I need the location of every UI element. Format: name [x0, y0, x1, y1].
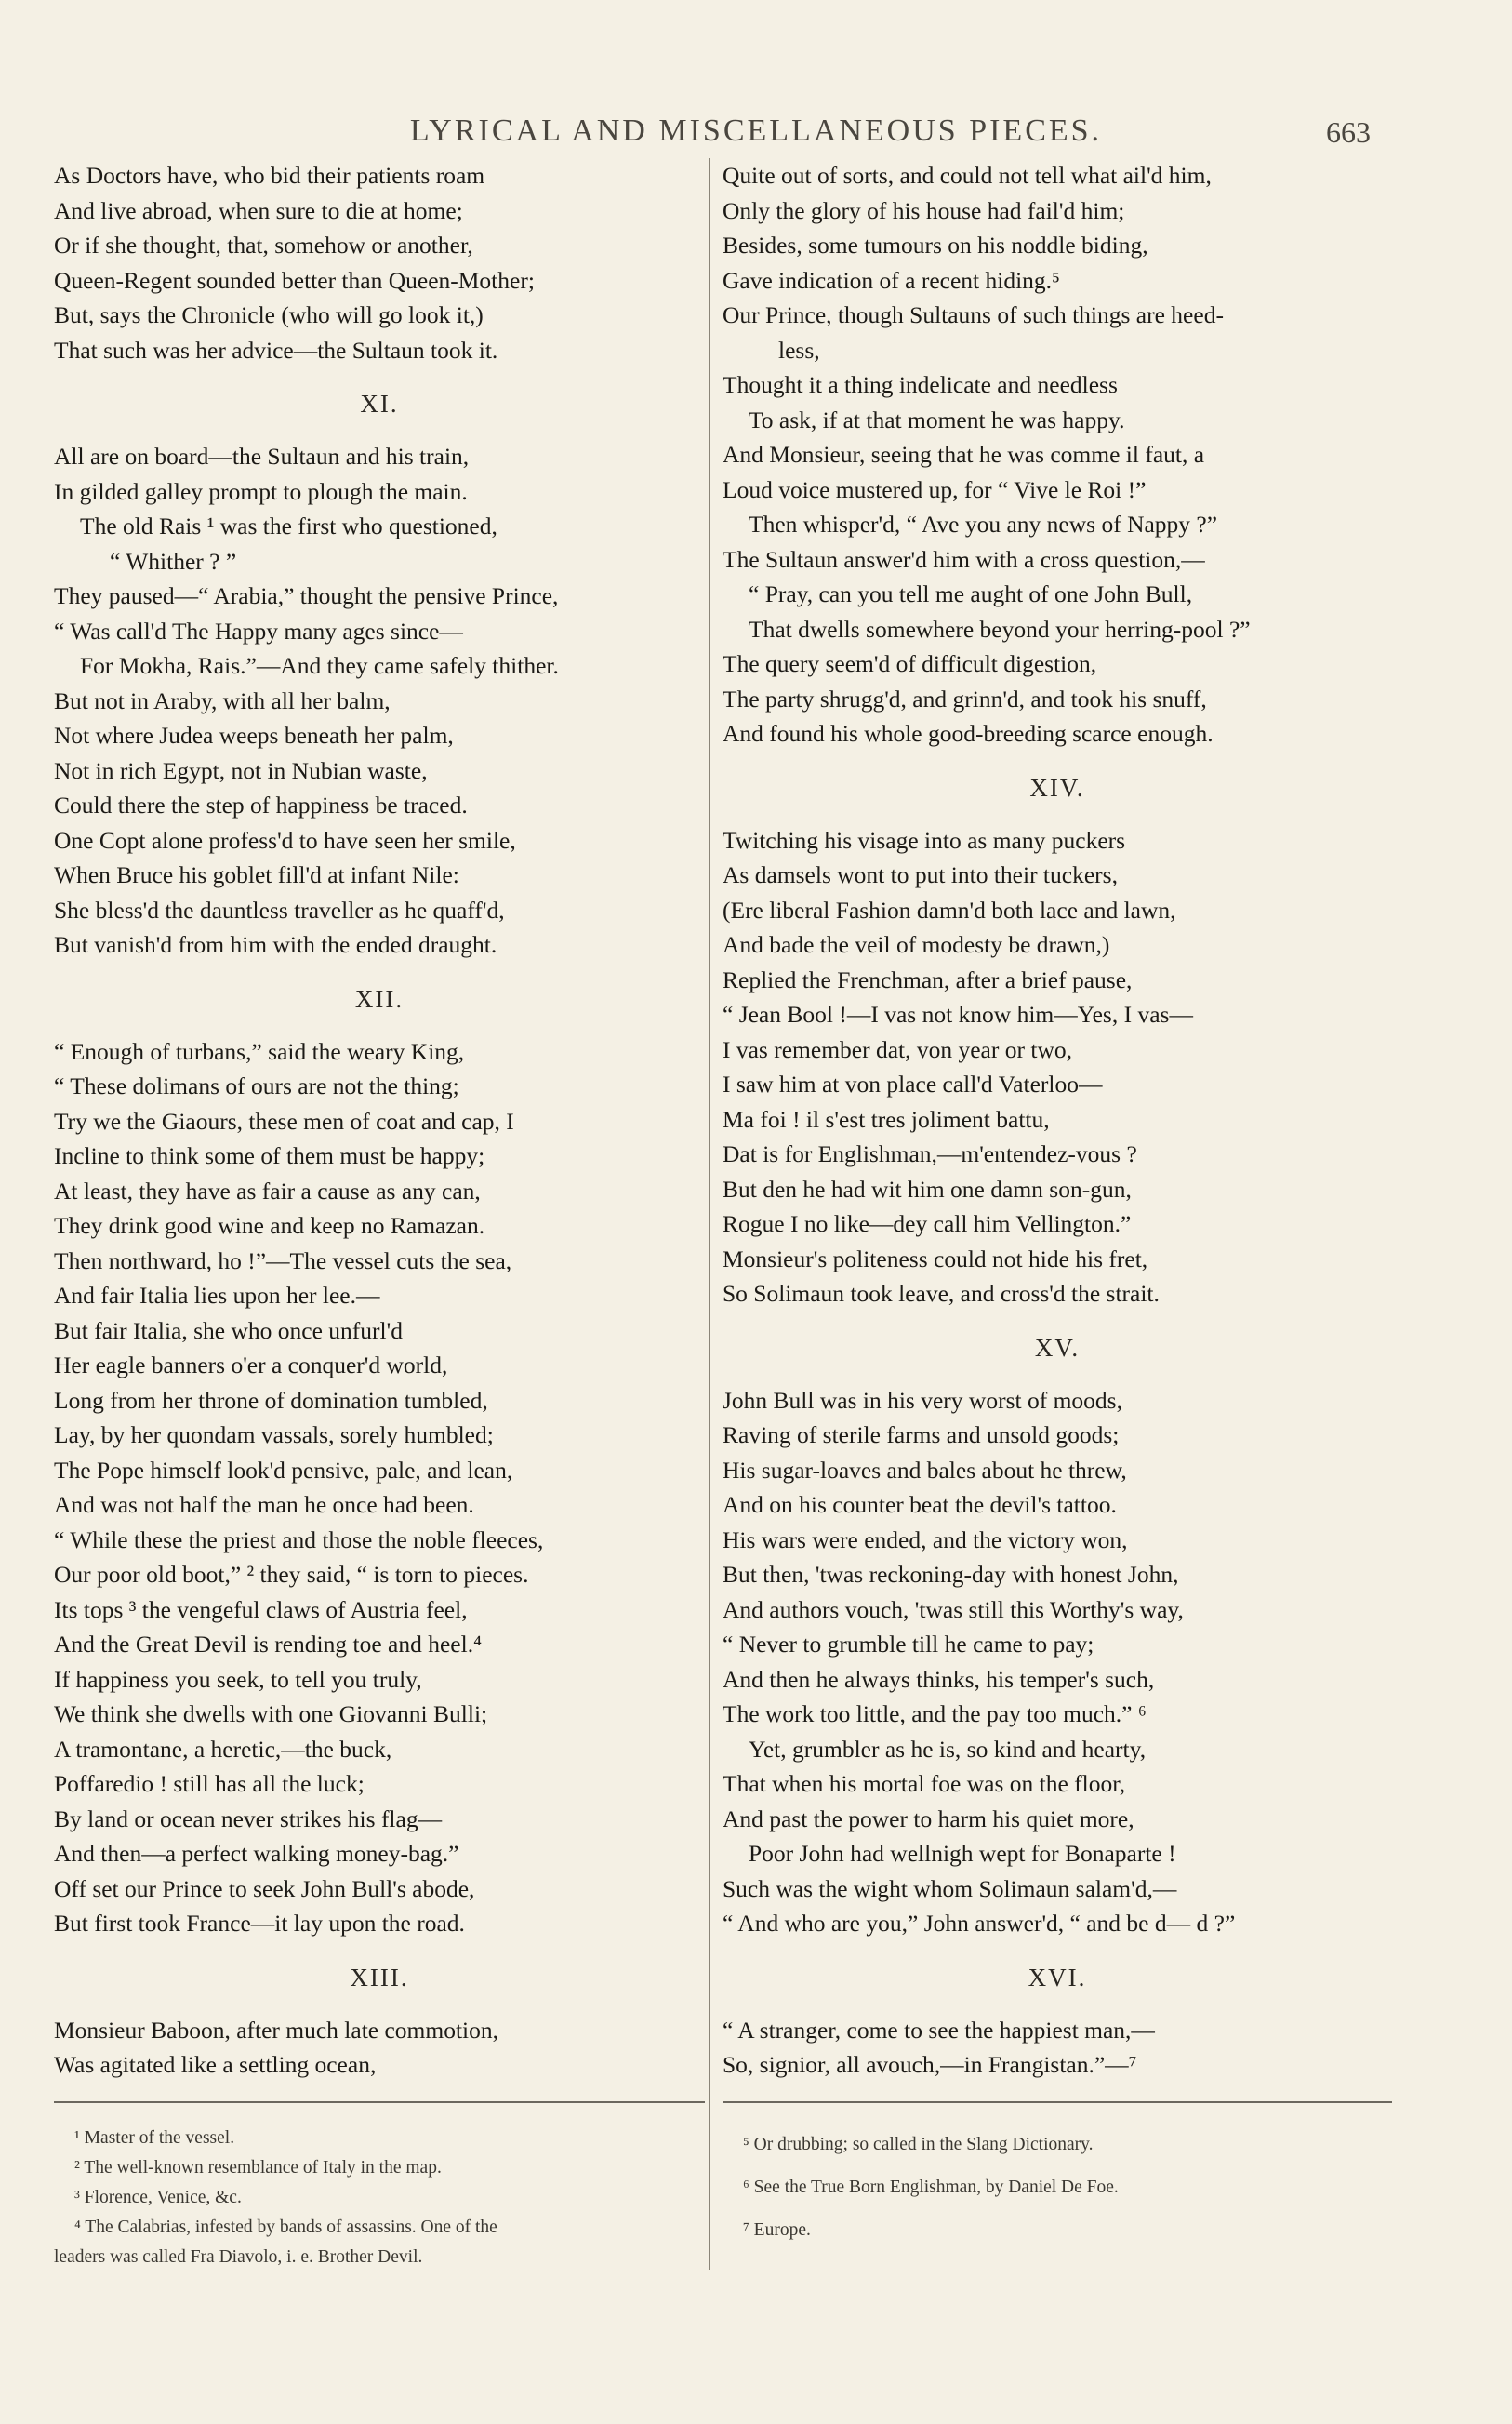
verse-line: By land or ocean never strikes his flag— — [54, 1805, 443, 1832]
verse-line: “ Whither ? ” — [110, 547, 237, 575]
verse-line: All are on board—the Sultaun and his train, — [54, 443, 470, 470]
verse-line: Long from her throne of domination tumbled, — [54, 1386, 488, 1414]
verse-line: But first took France—it lay upon the road. — [54, 1910, 465, 1937]
footnote: ⁴ The Calabrias, infested by bands of assassins. One of the — [74, 2217, 497, 2237]
verse-line: Queen-Regent sounded better than Queen-Mother; — [54, 266, 535, 294]
verse-line: But, says the Chronicle (who will go look it,) — [54, 301, 484, 328]
verse-line: “ While these the priest and those the noble fleeces, — [54, 1525, 544, 1553]
verse-line: And found his whole good-breeding scarce enough. — [723, 720, 1214, 747]
verse-line: Our poor old boot,” ² they said, “ is torn to pieces. — [54, 1561, 529, 1588]
verse-line: Not in rich Egypt, not in Nubian waste, — [54, 756, 428, 784]
verse-line: And fair Italia lies upon her lee.— — [54, 1282, 380, 1309]
verse-line: Such was the wight whom Solimaun salam'd,— — [723, 1874, 1177, 1902]
verse-line: That dwells somewhere beyond your herring-pool ?” — [749, 615, 1251, 643]
verse-line: Gave indication of a recent hiding.⁵ — [723, 266, 1060, 294]
verse-line: And then he always thinks, his temper's such, — [723, 1665, 1155, 1693]
verse-line: His sugar-loaves and bales about he threw, — [723, 1456, 1127, 1484]
verse-line: As damsels wont to put into their tuckers, — [723, 861, 1118, 888]
stanza-number: XV. — [1034, 1333, 1081, 1362]
verse-line: So Solimaun took leave, and cross'd the strait. — [723, 1280, 1160, 1307]
verse-line: Yet, grumbler as he is, so kind and hearty, — [749, 1735, 1147, 1763]
footnote: ¹ Master of the vessel. — [74, 2127, 235, 2148]
verse-line: (Ere liberal Fashion damn'd both lace and lawn, — [723, 896, 1176, 924]
left-column — [54, 158, 705, 2272]
verse-line: Monsieur Baboon, after much late commotion, — [54, 2016, 499, 2044]
footnote: ⁷ Europe. — [743, 2219, 811, 2240]
verse-line: Could there the step of happiness be traced. — [54, 792, 468, 819]
stanza-xiv — [723, 823, 1392, 1312]
verse-line: Ma foi ! il s'est tres joliment battu, — [723, 1105, 1050, 1133]
verse-line: Only the glory of his house had fail'd him; — [723, 196, 1125, 224]
verse-line: “ Never to grumble till he came to pay; — [723, 1631, 1094, 1658]
verse-line: And bade the veil of modesty be drawn,) — [723, 931, 1110, 958]
footnote-rule — [723, 2101, 1392, 2103]
verse-line: Replied the Frenchman, after a brief pause, — [723, 966, 1133, 993]
verse-line: I vas remember dat, von year or two, — [723, 1035, 1072, 1063]
verse-line: They paused—“ Arabia,” thought the pensive Prince, — [54, 582, 559, 609]
footnotes — [723, 2124, 1392, 2252]
verse-line: “ A stranger, come to see the happiest man,— — [723, 2016, 1155, 2044]
verse-line: But then, 'twas reckoning-day with honest John, — [723, 1561, 1179, 1588]
verse-line: The Sultaun answer'd him with a cross question,— — [723, 545, 1205, 573]
verse-line: Incline to think some of them must be happy; — [54, 1142, 485, 1169]
verse-line: less, — [778, 336, 820, 364]
verse-line: When Bruce his goblet fill'd at infant Nile: — [54, 861, 459, 888]
verse-line: And live abroad, when sure to die at home; — [54, 196, 463, 224]
verse-line: But vanish'd from him with the ended draught. — [54, 931, 497, 958]
verse-line: “ Jean Bool !—I vas not know him—Yes, I vas— — [723, 1001, 1193, 1028]
verse-line: The old Rais ¹ was the first who questioned, — [80, 513, 497, 539]
verse-line: Or if she thought, that, somehow or another, — [54, 232, 473, 259]
verse-line: Was agitated like a settling ocean, — [54, 2051, 377, 2078]
verse-line: And past the power to harm his quiet more, — [723, 1805, 1134, 1832]
verse-line: “ And who are you,” John answer'd, “ and be d— d ?” — [723, 1910, 1236, 1937]
verse-line: I saw him at von place call'd Vaterloo— — [723, 1071, 1103, 1098]
stanza-number: XVI. — [1028, 1963, 1087, 1991]
verse-line: We think she dwells with one Giovanni Bulli; — [54, 1700, 488, 1727]
footnote: leaders was called Fra Diavolo, i. e. Brother Devil. — [54, 2246, 423, 2267]
page-number: 663 — [1326, 115, 1371, 149]
footnote-rule — [54, 2101, 705, 2103]
verse-line: For Mokha, Rais.”—And they came safely thither. — [80, 652, 559, 679]
footnote: ² The well-known resemblance of Italy in the map. — [74, 2157, 442, 2178]
verse-line: As Doctors have, who bid their patients roam — [54, 162, 485, 189]
verse-line: “ Enough of turbans,” said the weary King, — [54, 1037, 465, 1065]
running-title: LYRICAL AND MISCELLANEOUS PIECES. — [409, 113, 1103, 148]
verse-line: And authors vouch, 'twas still this Worthy's way, — [723, 1595, 1184, 1623]
verse-line: And on his counter beat the devil's tattoo. — [723, 1491, 1117, 1518]
verse-line: Not where Judea weeps beneath her palm, — [54, 722, 454, 749]
stanza-continuation — [54, 158, 705, 367]
footnotes — [54, 2124, 705, 2272]
stanza-continuation — [723, 158, 1392, 752]
verse-line: And the Great Devil is rending toe and heel.⁴ — [54, 1631, 482, 1658]
verse-line: Then northward, ho !”—The vessel cuts the sea, — [54, 1246, 512, 1274]
verse-line: Poor John had wellnigh wept for Bonaparte ! — [749, 1840, 1176, 1867]
right-column — [723, 158, 1392, 2252]
stanza-xv — [723, 1383, 1392, 1941]
verse-line: But den he had wit him one damn son-gun, — [723, 1175, 1132, 1203]
verse-line: John Bull was in his very worst of moods, — [723, 1386, 1122, 1414]
verse-line: In gilded galley prompt to plough the main. — [54, 477, 468, 505]
verse-line: Poffaredio ! still has all the luck; — [54, 1770, 365, 1797]
verse-line: But fair Italia, she who once unfurl'd — [54, 1316, 403, 1344]
verse-line: Monsieur's politeness could not hide his fret, — [723, 1245, 1148, 1272]
footnote: ⁵ Or drubbing; so called in the Slang Dictionary. — [743, 2134, 1094, 2154]
verse-line: And Monsieur, seeing that he was comme il faut, a — [723, 441, 1205, 468]
verse-line: And was not half the man he once had been. — [54, 1491, 474, 1518]
verse-line: Besides, some tumours on his noddle biding, — [723, 232, 1148, 259]
verse-line: “ These dolimans of ours are not the thing; — [54, 1072, 459, 1099]
footnote: ³ Florence, Venice, &c. — [74, 2187, 242, 2207]
verse-line: Raving of sterile farms and unsold goods; — [723, 1421, 1120, 1448]
verse-line: To ask, if at that moment he was happy. — [749, 406, 1125, 433]
verse-line: If happiness you seek, to tell you truly, — [54, 1665, 422, 1693]
stanza-xi — [54, 439, 705, 963]
verse-line: Twitching his visage into as many puckers — [723, 826, 1126, 854]
verse-line: “ Pray, can you tell me aught of one John Bull, — [749, 580, 1193, 607]
verse-line: Rogue I no like—dey call him Vellington.” — [723, 1210, 1132, 1237]
verse-line: “ Was call'd The Happy many ages since— — [54, 617, 463, 645]
stanza-number: XIII. — [350, 1963, 409, 1991]
verse-line: They drink good wine and keep no Ramazan. — [54, 1212, 485, 1239]
verse-line: Then whisper'd, “ Ave you any news of Nappy ?” — [749, 511, 1218, 538]
verse-line: One Copt alone profess'd to have seen her smile, — [54, 826, 516, 854]
verse-line: At least, they have as fair a cause as any can, — [54, 1177, 481, 1205]
verse-line: The Pope himself look'd pensive, pale, and lean, — [54, 1456, 513, 1484]
verse-line: Quite out of sorts, and could not tell what ail'd him, — [723, 162, 1212, 189]
footnote: ⁶ See the True Born Englishman, by Daniel De Foe. — [743, 2177, 1119, 2197]
page-header — [0, 113, 1512, 160]
stanza-xiii — [54, 2013, 705, 2083]
verse-line: The query seem'd of difficult digestion, — [723, 650, 1097, 677]
stanza-number: XI. — [360, 390, 399, 418]
verse-line: Dat is for Englishman,—m'entendez-vous ? — [723, 1140, 1137, 1167]
verse-line: Its tops ³ the vengeful claws of Austria feel, — [54, 1595, 468, 1623]
verse-line: That such was her advice—the Sultaun took it. — [54, 336, 498, 364]
verse-line: She bless'd the dauntless traveller as he quaff'd, — [54, 896, 505, 924]
verse-line: A tramontane, a heretic,—the buck, — [54, 1735, 392, 1763]
verse-line: But not in Araby, with all her balm, — [54, 686, 391, 714]
verse-line: Loud voice mustered up, for “ Vive le Roi !” — [723, 475, 1147, 503]
verse-line: Our Prince, though Sultauns of such things are heed- — [723, 301, 1224, 328]
verse-line: Lay, by her quondam vassals, sorely humbled; — [54, 1421, 494, 1448]
column-divider — [709, 158, 710, 2270]
stanza-number: XIV. — [1029, 773, 1085, 802]
verse-line: His wars were ended, and the victory won, — [723, 1525, 1128, 1553]
verse-line: So, signior, all avouch,—in Frangistan.”—⁷ — [723, 2051, 1137, 2078]
verse-line: That when his mortal foe was on the floor, — [723, 1770, 1126, 1797]
stanza-xvi — [723, 2013, 1392, 2083]
verse-line: Her eagle banners o'er a conquer'd world, — [54, 1352, 448, 1378]
stanza-number: XII. — [354, 984, 405, 1013]
stanza-xii — [54, 1034, 705, 1941]
verse-line: Try we the Giaours, these men of coat and cap, I — [54, 1107, 514, 1135]
verse-line: The work too little, and the pay too much.” ⁶ — [723, 1700, 1147, 1727]
verse-line: The party shrugg'd, and grinn'd, and took his snuff, — [723, 685, 1207, 713]
verse-line: Off set our Prince to seek John Bull's abode, — [54, 1874, 475, 1902]
verse-line: Thought it a thing indelicate and needless — [723, 371, 1118, 398]
verse-line: And then—a perfect walking money-bag.” — [54, 1840, 459, 1867]
